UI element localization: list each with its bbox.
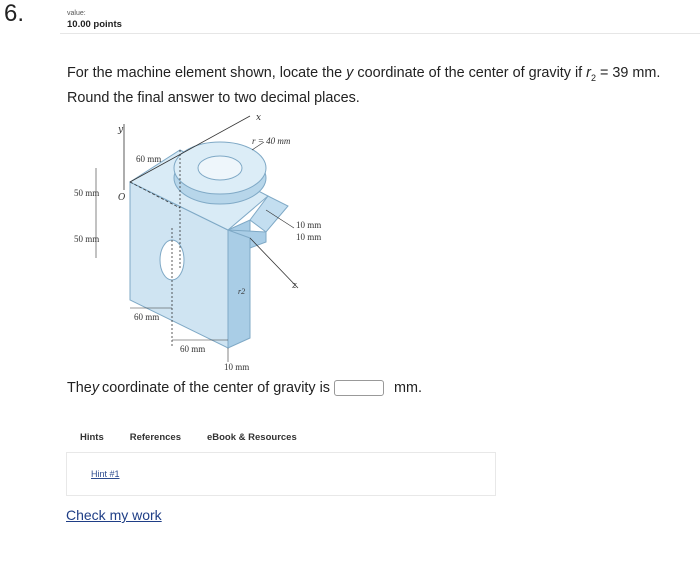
label-r40: r = 40 mm: [252, 136, 291, 146]
label-r2: r2: [238, 287, 246, 296]
label-60-bottom2: 60 mm: [180, 344, 206, 354]
hint-panel: [66, 452, 496, 496]
prompt-text-4: Round the final answer to two decimal places.: [67, 89, 360, 106]
label-50-left: 50 mm: [74, 234, 100, 244]
question-number: 6.: [4, 0, 25, 27]
label-60-top: 60 mm: [136, 154, 162, 164]
machine-element-figure: [68, 110, 388, 372]
tab-ebook-resources[interactable]: eBook & Resources: [206, 432, 297, 443]
label-10-bottom: 10 mm: [224, 362, 250, 372]
prompt-var-r: r: [586, 65, 591, 81]
resource-tabs: [80, 432, 323, 443]
tab-hints[interactable]: Hints: [80, 432, 104, 443]
question-prompt: [67, 63, 697, 108]
value-label: value:: [67, 10, 86, 17]
points-value: 10.00 points: [67, 19, 122, 30]
label-o: O: [118, 193, 126, 203]
label-10-b: 10 mm: [296, 232, 322, 242]
prompt-text-1: For the machine element shown, locate the: [67, 65, 347, 81]
label-10-a: 10 mm: [296, 220, 322, 230]
top-disk-inner: [198, 156, 242, 180]
label-z: z: [292, 281, 297, 291]
label-60-bottom: 60 mm: [134, 312, 160, 322]
header-divider: [60, 33, 700, 34]
prompt-text-3: = 39 mm.: [595, 65, 661, 81]
tab-references[interactable]: References: [129, 432, 181, 443]
label-50-top: 50 mm: [74, 188, 100, 198]
answer-text-1: The: [67, 380, 92, 396]
answer-input[interactable]: [334, 380, 384, 396]
check-my-work-link[interactable]: Check my work: [66, 507, 162, 523]
prompt-sub-2: 2: [590, 72, 596, 83]
z-axis: [250, 238, 298, 288]
plate-side: [228, 220, 250, 348]
answer-text-2: coordinate of the center of gravity is: [102, 380, 330, 396]
label-x: x: [256, 113, 262, 123]
hint-1-link[interactable]: Hint #1: [91, 469, 120, 479]
label-y: y: [118, 125, 124, 135]
prompt-text-2: coordinate of the center of gravity if: [353, 65, 587, 81]
prompt-var-y: y: [346, 65, 354, 81]
answer-var-y: y: [91, 380, 100, 396]
answer-row: [67, 380, 422, 396]
answer-unit: mm.: [394, 380, 422, 396]
